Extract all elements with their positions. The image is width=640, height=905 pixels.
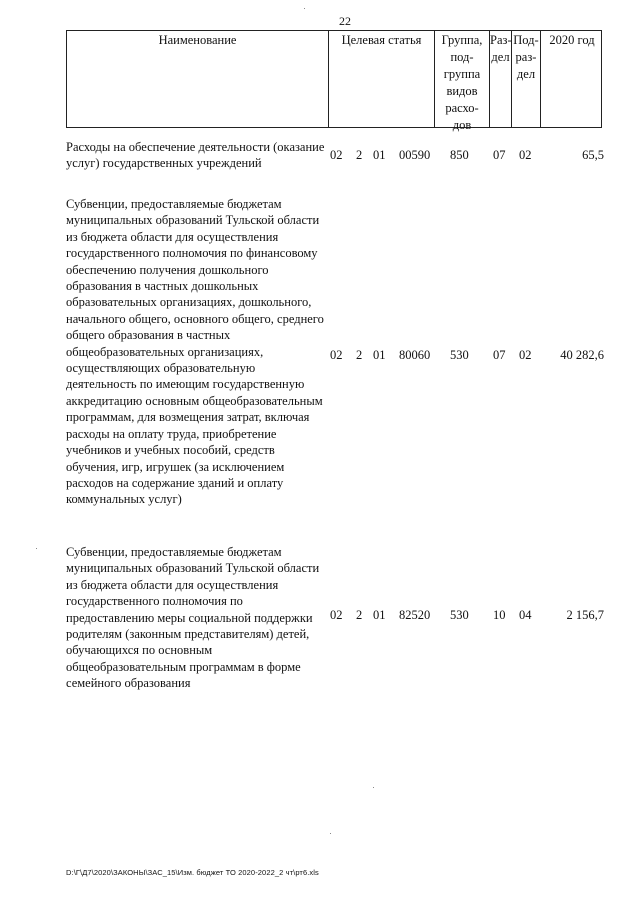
row-code-event: 01 xyxy=(373,348,386,362)
row-group: 530 xyxy=(450,348,469,362)
row-code-subprogram: 2 xyxy=(356,148,363,162)
header-target: Целевая статья xyxy=(341,33,422,47)
row-code-event: 01 xyxy=(373,148,386,162)
row-code-subprogram: 2 xyxy=(356,608,363,622)
scan-speck xyxy=(330,833,331,834)
header-group: Группа, под- группа видов расхо- дов xyxy=(441,33,483,132)
header-name-cell xyxy=(67,31,329,127)
row-subsection: 02 xyxy=(519,348,532,362)
row-amount: 40 282,6 xyxy=(560,348,604,362)
row-name: Расходы на обеспечение деятельности (оказание услуг) государственных учреждений xyxy=(66,140,325,171)
header-amount: 2020 год xyxy=(549,33,595,47)
scan-speck xyxy=(36,548,37,549)
row-name: Субвенции, предоставляемые бюджетам муниципальных образований Тульской области из бюджета области для осуществления государственного полномочия по финансовому обеспечению получения дошкольного образования в частных дошкольных образовательных организациях, дошкольного, начального общего, основного общего, среднего общего образования в частных общеобразовательных организациях, осуществляющих образовательную деятельность по имеющим государственную аккредитацию основным общеобразовательным программам, для возмещения затрат, включая расходы на оплату труда, приобретение учебников и учебных пособий, средств обучения, игр, игрушек (за исключением расходов на содержание зданий и оплату коммунальных услуг) xyxy=(66,197,324,507)
header-amount-cell xyxy=(541,31,603,127)
row-section: 10 xyxy=(493,608,506,622)
header-subsection: Под- раз- дел xyxy=(513,33,539,81)
table-row xyxy=(66,544,606,694)
row-subsection: 02 xyxy=(519,148,532,162)
header-section-cell xyxy=(490,31,512,127)
row-section: 07 xyxy=(493,348,506,362)
row-amount: 2 156,7 xyxy=(566,608,604,622)
page-number: 22 xyxy=(339,14,351,28)
row-code-subprogram: 2 xyxy=(356,348,363,362)
scan-speck xyxy=(373,787,374,788)
row-section: 07 xyxy=(493,148,506,162)
row-group: 850 xyxy=(450,148,469,162)
row-amount: 65,5 xyxy=(582,148,604,162)
table-header xyxy=(66,30,602,132)
row-group: 530 xyxy=(450,608,469,622)
header-subsection-cell xyxy=(512,31,541,127)
file-path-footer: D:\Г\Д7\2020\ЗАКОНЫ\ЗАС_15\Изм. бюджет ТО 2020-2022_2 чт\рт6.xls xyxy=(66,868,319,877)
row-name: Субвенции, предоставляемые бюджетам муниципальных образований Тульской области из бюджета области для осуществления государственного полномочия по предоставлению меры социальной поддержки родителям (законным представителям) детей, обучающихся по основным общеобразовательным программам в форме семейного образования xyxy=(66,545,320,691)
row-code-direction: 82520 xyxy=(399,608,431,622)
row-code-direction: 80060 xyxy=(399,348,431,362)
row-code-direction: 00590 xyxy=(399,148,431,162)
header-section: Раз- дел xyxy=(490,33,512,64)
header-group-cell xyxy=(435,31,490,132)
row-code-program: 02 xyxy=(330,348,343,362)
table-row xyxy=(66,139,606,173)
row-code-event: 01 xyxy=(373,608,386,622)
row-code-program: 02 xyxy=(330,608,343,622)
scan-speck xyxy=(304,8,305,9)
header-target-cell xyxy=(329,31,435,127)
row-subsection: 04 xyxy=(519,608,532,622)
row-code-program: 02 xyxy=(330,148,343,162)
header-name: Наименование xyxy=(158,33,237,47)
table-row xyxy=(66,196,606,516)
